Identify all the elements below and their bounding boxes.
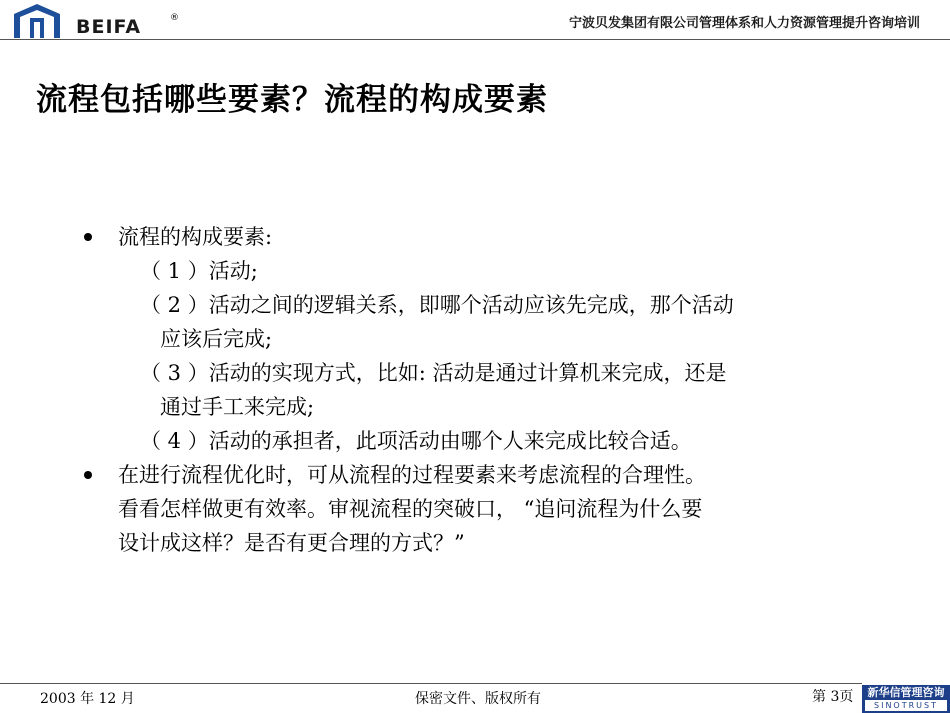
header-divider	[0, 39, 950, 40]
sub-item-2	[84, 288, 884, 356]
sub-item-1	[84, 254, 884, 288]
sub-item-3	[84, 356, 884, 424]
bullet-components	[84, 220, 884, 254]
sinotrust-logo	[862, 685, 950, 713]
bullet-line: 看看怎样做更有效率。审视流程的突破口， “追问流程为什么要	[118, 497, 703, 521]
sub-item-continuation: 通过手工来完成;	[160, 395, 315, 419]
partner-en-name: SINOTRUST	[865, 700, 947, 711]
bullet-optimization	[84, 458, 884, 560]
bullet-line: 在进行流程优化时，可从流程的过程要素来考虑流程的合理性。	[118, 463, 706, 487]
logo-text: BEIFA	[76, 16, 142, 38]
slide-header	[0, 0, 950, 42]
beifa-logo	[12, 4, 187, 38]
sub-item-text: （ 1 ）活动;	[140, 259, 258, 283]
sub-item-4	[84, 424, 884, 458]
slide-title: 流程包括哪些要素？流程的构成要素	[36, 82, 548, 118]
slide-content	[84, 220, 884, 560]
company-title: 宁波贝发集团有限公司管理体系和人力资源管理提升咨询培训	[568, 16, 920, 31]
footer-date: 2003 年 12 月	[40, 691, 135, 707]
bullet-dot	[84, 233, 92, 241]
bullet-dot	[84, 471, 92, 479]
bullet-line: 设计成这样？是否有更合理的方式？”	[118, 531, 465, 555]
beifa-logo-icon	[12, 4, 62, 38]
sub-item-text: （ 4 ）活动的承担者，此项活动由哪个人来完成比较合适。	[140, 429, 692, 453]
confidential-notice: 保密文件、版权所有	[415, 691, 541, 707]
registered-mark: ®	[170, 13, 179, 23]
footer-divider	[0, 683, 862, 684]
page-number: 第 3页	[812, 689, 854, 705]
sub-item-text: （ 2 ）活动之间的逻辑关系，即哪个活动应该先完成，那个活动	[140, 293, 734, 317]
sub-item-text: （ 3 ）活动的实现方式，比如: 活动是通过计算机来完成，还是	[140, 361, 727, 385]
bullet-text: 流程的构成要素:	[118, 225, 273, 249]
partner-cn-name: 新华信管理咨询	[867, 686, 945, 699]
sub-item-continuation: 应该后完成;	[160, 327, 273, 351]
